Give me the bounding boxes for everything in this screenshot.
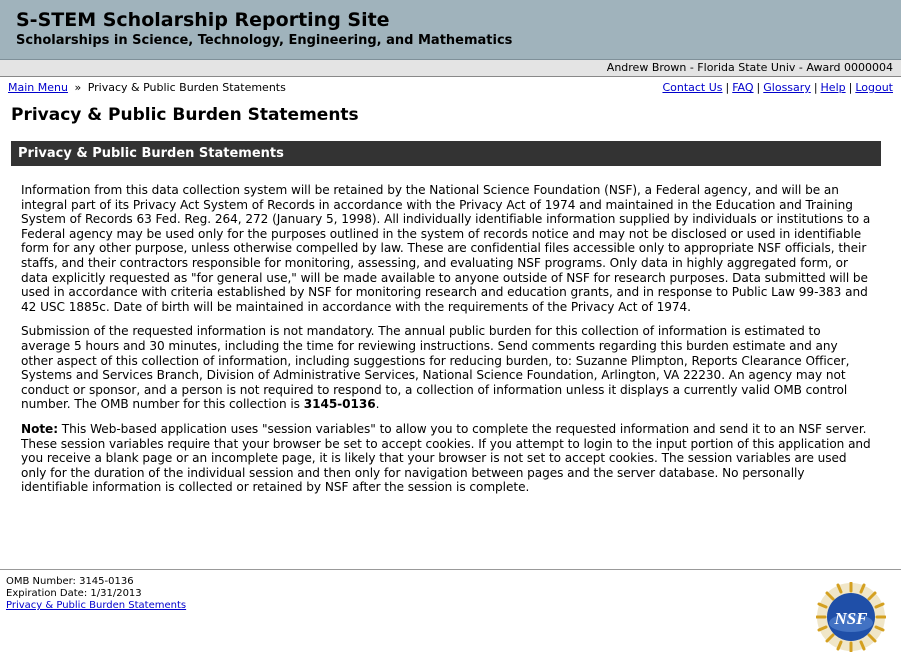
user-info: Andrew Brown - Florida State Univ - Award 0000004 xyxy=(606,61,893,74)
footer-divider xyxy=(0,569,901,570)
footer-omb-number: OMB Number: 3145-0136 xyxy=(6,576,134,587)
page-footer xyxy=(6,576,186,612)
logo-text: NSF xyxy=(834,609,868,628)
logout-link[interactable]: Logout xyxy=(855,81,893,94)
breadcrumb-separator: » xyxy=(74,81,82,94)
section-header-bar xyxy=(11,141,881,166)
link-divider: | xyxy=(756,81,761,94)
breadcrumb-current: Privacy & Public Burden Statements xyxy=(87,81,286,94)
note-label: Note: xyxy=(21,421,58,436)
link-divider: | xyxy=(848,81,853,94)
omb-number-bold: 3145-0136 xyxy=(303,397,376,412)
glossary-link[interactable]: Glossary xyxy=(763,81,811,94)
breadcrumb xyxy=(8,81,286,94)
note-text: This Web-based application uses "session variables" to allow you to complete the requested information and send it to an NSF server. These session variables require that your browser be set to accept cookies. If you attempt to login to the input portion of this application and you receive a blank page or an incomplete page, it is likely that your browser is not set to accept cookies. The session variables are used only for the duration of the individual session and then only for navigation between pages and the server database. No personally identifiable information is collected or retained by NSF after the session is complete. xyxy=(21,421,871,495)
page-title: Privacy & Public Burden Statements xyxy=(11,105,359,125)
site-tagline: Scholarships in Science, Technology, Engineering, and Mathematics xyxy=(16,33,513,48)
faq-link[interactable]: FAQ xyxy=(732,81,754,94)
site-title xyxy=(16,9,390,31)
note-paragraph xyxy=(21,422,873,495)
breadcrumb-main-menu-link[interactable]: Main Menu xyxy=(8,81,68,94)
top-links xyxy=(662,81,893,94)
contact-us-link[interactable]: Contact Us xyxy=(662,81,723,94)
nsf-logo-icon[interactable] xyxy=(816,582,886,652)
burden-paragraph xyxy=(21,324,873,412)
site-header xyxy=(0,0,901,60)
footer-expiration-date: Expiration Date: 1/31/2013 xyxy=(6,588,142,599)
burden-text: Submission of the requested information is not mandatory. The annual public burden for this collection of information is estimated to average 5 hours and 30 minutes, including the time for reviewing instructions. Send comments regarding this burden estimate and any other aspect of this collection of information, including suggestions for reducing burden, to: Suzanne Plimpton, Reports Clearance Officer, Systems and Services Branch, Division of Administrative Services, National Science Foundation, Arlington, VA 22230. An agency may not conduct or sponsor, and a person is not required to respond to, a collection of information unless it displays a currently valid OMB control number. The OMB number for this collection is xyxy=(21,324,850,412)
link-divider: | xyxy=(725,81,730,94)
help-link[interactable]: Help xyxy=(820,81,846,94)
brand-name: S-STEM xyxy=(16,9,97,31)
burden-period: . xyxy=(375,397,380,412)
footer-privacy-link[interactable]: Privacy & Public Burden Statements xyxy=(6,600,187,611)
user-bar xyxy=(0,60,901,77)
site-title-rest: Scholarship Reporting Site xyxy=(102,9,390,31)
section-title: Privacy & Public Burden Statements xyxy=(18,146,284,161)
privacy-paragraph: Information from this data collection system will be retained by the National Science Foundation (NSF), a Federal agency, and will be an integral part of its Privacy Act System of Records in accordance with the Privacy Act of 1974 and maintained in the Education and Training System of Records 63 Fed. Reg. 264, 272 (January 5, 1998). All individually identifiable information supplied by individuals or institutions to a Federal agency may be used only for the purposes outlined in the system of records notice and may not be disclosed or used in identifiable form for any other purpose, unless otherwise compelled by law. These are confidential files accessible only to appropriate NSF officials, their staffs, and their contractors responsible for monitoring, assessing, and evaluating NSF programs. Only data in highly aggregated form, or data explicitly requested as "for general use," will be made available to anyone outside of NSF for research purposes. Data submitted will be used in accordance with criteria established by NSF for monitoring research and education grants, and in response to Public Law 99-383 and 42 USC 1885c. Date of birth will be maintained in accordance with the requirements of the Privacy Act of 1974. xyxy=(21,183,871,314)
statement-content xyxy=(21,183,873,505)
link-divider: | xyxy=(813,81,818,94)
